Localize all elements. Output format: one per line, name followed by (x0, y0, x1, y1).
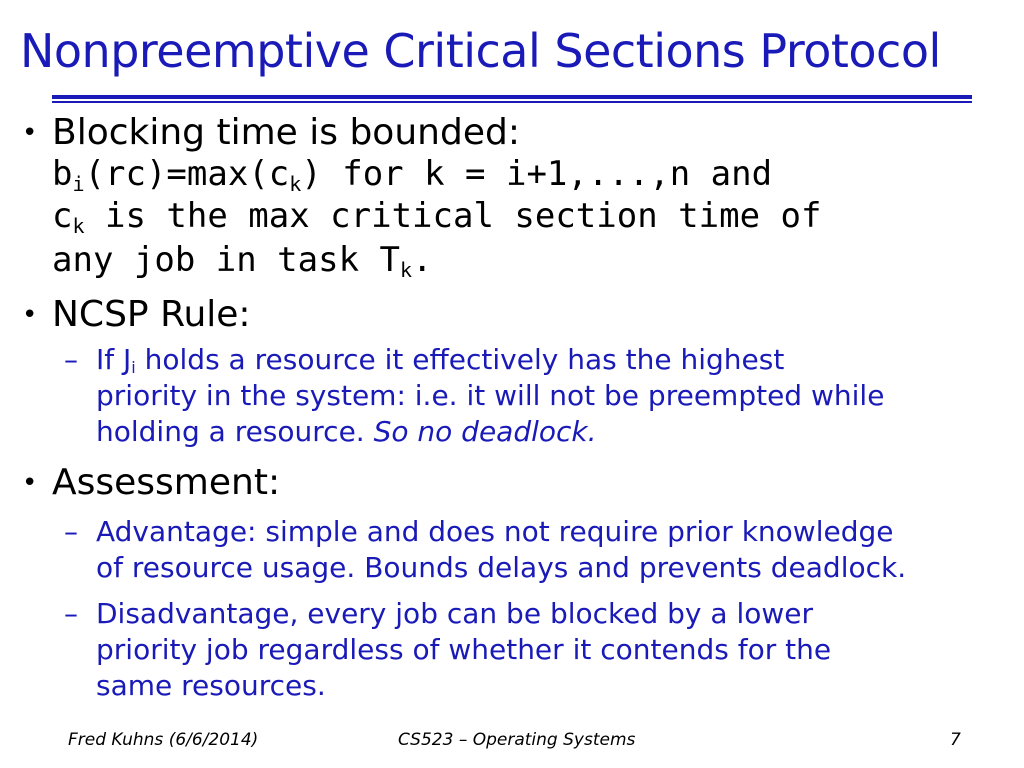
bullet-icon: • (22, 300, 38, 330)
footer-course: CS523 – Operating Systems (398, 730, 636, 750)
bullet-icon: • (22, 468, 38, 498)
bullet-label: Assessment: (52, 462, 281, 503)
formula-line-2: $c_k$ is the max critical section time of (52, 196, 822, 238)
title-underline-thin (52, 101, 972, 103)
subbullet-line: priority job regardless of whether it contends for the (96, 633, 832, 666)
title-underline-thick (52, 95, 972, 99)
dash-icon: – (64, 597, 78, 630)
bullet-label: Blocking time is bounded: (52, 112, 520, 153)
subbullet-line: Advantage: simple and does not require prior knowledge (96, 515, 894, 548)
formula-line-3: any job in task $T_k$. (52, 240, 433, 282)
subbullet-line: same resources. (96, 669, 326, 702)
subbullet-line: priority in the system: i.e. it will not be preempted while (96, 379, 885, 412)
dash-icon: – (64, 343, 78, 376)
bullet-icon: • (22, 118, 38, 148)
bullet-label: NCSP Rule: (52, 294, 251, 335)
formula-line-1: $b_i(rc)=\max(c_k)$ for k = i+1,...,n and (52, 154, 773, 196)
subbullet-line: If $J_i$ holds a resource it effectively has the highest (96, 343, 785, 377)
subbullet-line: of resource usage. Bounds delays and prevents deadlock. (96, 551, 907, 584)
footer-page-number: 7 (950, 730, 961, 750)
slide-title: Nonpreemptive Critical Sections Protocol (20, 24, 941, 78)
footer-author: Fred Kuhns (6/6/2014) (68, 730, 259, 750)
subbullet-line: Disadvantage, every job can be blocked by a lower (96, 597, 814, 630)
dash-icon: – (64, 515, 78, 548)
subbullet-line: holding a resource. So no deadlock. (96, 415, 597, 448)
